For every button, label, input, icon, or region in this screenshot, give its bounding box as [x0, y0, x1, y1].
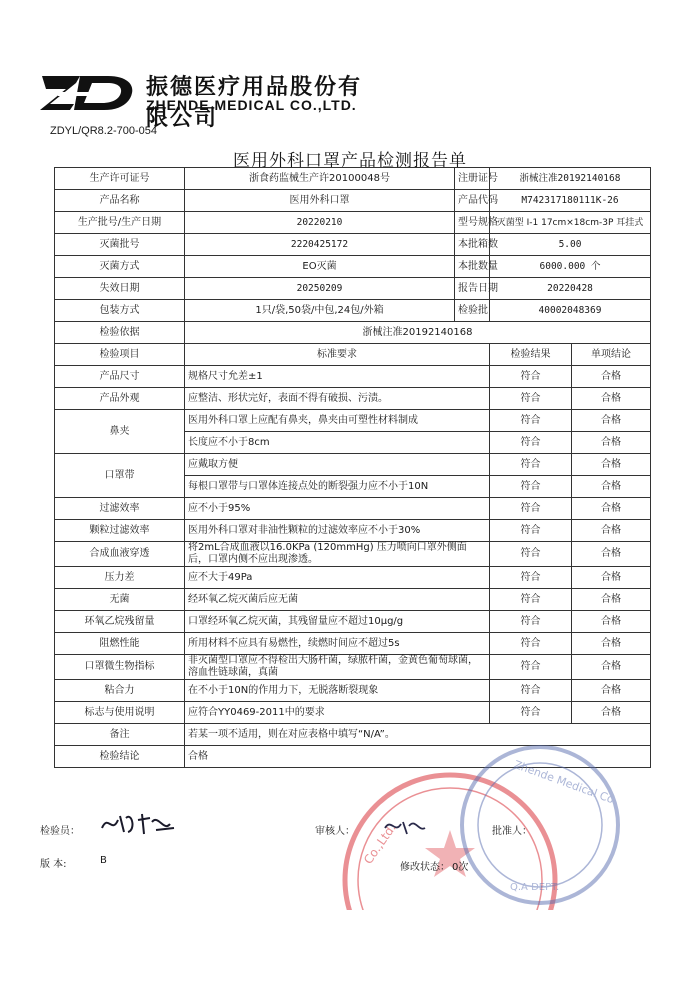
info-row	[55, 278, 651, 300]
version-value: B	[100, 855, 107, 866]
table-row	[55, 542, 651, 567]
row-result: 符合	[490, 476, 572, 498]
row-result: 符合	[490, 542, 572, 567]
row-result: 符合	[490, 432, 572, 454]
row-result: 符合	[490, 388, 572, 410]
remark-value: 若某一项不适用，则在对应表格中填写“N/A”。	[185, 724, 651, 746]
report-date-label: 报告日期	[455, 278, 490, 300]
header-standard: 标准要求	[185, 344, 490, 366]
row-conclusion: 合格	[572, 633, 651, 655]
steril-method-value: EO灭菌	[185, 256, 455, 278]
row-conclusion: 合格	[572, 366, 651, 388]
row-standard: 应不小于95%	[185, 498, 490, 520]
row-result: 符合	[490, 410, 572, 432]
row-standard: 应戴取方便	[185, 454, 490, 476]
row-item: 粘合力	[55, 680, 185, 702]
row-result: 符合	[490, 520, 572, 542]
row-conclusion: 合格	[572, 454, 651, 476]
info-row	[55, 190, 651, 212]
row-conclusion: 合格	[572, 476, 651, 498]
conclusion-value: 合格	[185, 746, 651, 768]
table-row	[55, 589, 651, 611]
row-conclusion: 合格	[572, 702, 651, 724]
row-conclusion: 合格	[572, 542, 651, 567]
svg-text:Co.,Ltd.: Co.,Ltd.	[360, 821, 399, 867]
row-item: 过滤效率	[55, 498, 185, 520]
row-standard: 医用外科口罩对非油性颗粒的过滤效率应不小于30%	[185, 520, 490, 542]
row-conclusion: 合格	[572, 520, 651, 542]
row-standard: 经环氧乙烷灭菌后应无菌	[185, 589, 490, 611]
row-item: 产品外观	[55, 388, 185, 410]
table-row	[55, 454, 651, 476]
row-standard: 在不小于10N的作用力下，无脱落断裂现象	[185, 680, 490, 702]
row-conclusion: 合格	[572, 611, 651, 633]
approver-label: 批准人：	[492, 826, 532, 837]
steril-method-label: 灭菌方式	[55, 256, 185, 278]
row-item: 鼻夹	[55, 410, 185, 454]
row-conclusion: 合格	[572, 680, 651, 702]
table-row	[55, 520, 651, 542]
row-standard: 应符合YY0469-2011中的要求	[185, 702, 490, 724]
row-conclusion: 合格	[572, 655, 651, 680]
qa-dept-stamp	[455, 740, 625, 910]
table-row	[55, 366, 651, 388]
row-result: 符合	[490, 498, 572, 520]
code-label: 产品代码	[455, 190, 490, 212]
report-date-value: 20220428	[490, 278, 651, 300]
table-row	[55, 702, 651, 724]
row-item: 无菌	[55, 589, 185, 611]
page-title: 医用外科口罩产品检测报告单	[233, 151, 467, 171]
reviewer-signature	[382, 814, 432, 838]
batch-label: 生产批号/生产日期	[55, 212, 185, 234]
inspector-signature	[98, 808, 178, 838]
table-row	[55, 388, 651, 410]
table-row	[55, 655, 651, 680]
header-row	[55, 344, 651, 366]
document-number: ZDYL/QR8.2-700-054	[50, 125, 157, 137]
inspector-label: 检验员：	[40, 826, 80, 837]
remark-label: 备注	[55, 724, 185, 746]
header-result: 检验结果	[490, 344, 572, 366]
reg-label: 注册证号	[455, 168, 490, 190]
name-value: 医用外科口罩	[185, 190, 455, 212]
row-result: 符合	[490, 366, 572, 388]
steril-batch-label: 灭菌批号	[55, 234, 185, 256]
row-standard: 每根口罩带与口罩体连接点处的断裂强力应不小于10N	[185, 476, 490, 498]
basis-value: 浙械注准20192140168	[185, 322, 651, 344]
version-label: 版 本:	[40, 859, 67, 870]
revision-label: 修改状态：	[400, 862, 450, 873]
row-item: 颗粒过滤效率	[55, 520, 185, 542]
row-result: 符合	[490, 633, 572, 655]
row-standard: 将2mL合成血液以16.0KPa (120mmHg) 压力喷向口罩外侧面后，口罩内侧不应出现渗透。	[185, 542, 490, 567]
table-row	[55, 611, 651, 633]
info-row	[55, 168, 651, 190]
expiry-label: 失效日期	[55, 278, 185, 300]
header-conclusion: 单项结论	[572, 344, 651, 366]
row-standard: 所用材料不应具有易燃性，续燃时间应不超过5s	[185, 633, 490, 655]
row-standard: 应不大于49Pa	[185, 567, 490, 589]
steril-batch-value: 2220425172	[185, 234, 455, 256]
qty-value: 6000.000 个	[490, 256, 651, 278]
code-value: M742317180111K-26	[490, 190, 651, 212]
zd-logo-icon	[40, 70, 140, 110]
pack-value: 1只/袋,50袋/中包,24包/外箱	[185, 300, 455, 322]
row-result: 符合	[490, 702, 572, 724]
pack-label: 包装方式	[55, 300, 185, 322]
row-item: 压力差	[55, 567, 185, 589]
info-row	[55, 212, 651, 234]
row-conclusion: 合格	[572, 498, 651, 520]
row-item: 产品尺寸	[55, 366, 185, 388]
row-item: 标志与使用说明	[55, 702, 185, 724]
boxes-value: 5.00	[490, 234, 651, 256]
row-standard: 长度应不小于8cm	[185, 432, 490, 454]
row-item: 口罩带	[55, 454, 185, 498]
row-conclusion: 合格	[572, 589, 651, 611]
row-item: 阻燃性能	[55, 633, 185, 655]
row-standard: 口罩经环氧乙烷灭菌，其残留量应不超过10μg/g	[185, 611, 490, 633]
company-name-cn: 振德医疗用品股份有限公司	[146, 75, 363, 131]
reviewer-label: 审核人：	[315, 826, 355, 837]
row-result: 符合	[490, 680, 572, 702]
svg-text:Zhende Medical Co.: Zhende Medical Co.	[512, 757, 619, 808]
model-label: 型号规格	[455, 212, 490, 234]
row-conclusion: 合格	[572, 388, 651, 410]
row-item: 环氧乙烷残留量	[55, 611, 185, 633]
conclusion-label: 检验结论	[55, 746, 185, 768]
reg-value: 浙械注准20192140168	[490, 168, 651, 190]
model-value: 灭菌型 I-1 17cm×18cm-3P 耳挂式	[490, 212, 651, 234]
row-result: 符合	[490, 567, 572, 589]
row-result: 符合	[490, 589, 572, 611]
expiry-value: 20250209	[185, 278, 455, 300]
header-item: 检验项目	[55, 344, 185, 366]
table-row	[55, 633, 651, 655]
info-row	[55, 234, 651, 256]
report-table	[54, 167, 651, 768]
row-standard: 医用外科口罩上应配有鼻夹，鼻夹由可塑性材料制成	[185, 410, 490, 432]
row-conclusion: 合格	[572, 567, 651, 589]
qty-label: 本批数量	[455, 256, 490, 278]
batch-value: 20220210	[185, 212, 455, 234]
company-name-en: ZHENDE MEDICAL CO.,LTD.	[146, 97, 357, 113]
row-result: 符合	[490, 454, 572, 476]
boxes-label: 本批箱数	[455, 234, 490, 256]
name-label: 产品名称	[55, 190, 185, 212]
row-result: 符合	[490, 611, 572, 633]
revision-value: 0次	[452, 862, 469, 873]
table-row	[55, 498, 651, 520]
table-row	[55, 567, 651, 589]
row-item: 口罩微生物指标	[55, 655, 185, 680]
info-row	[55, 256, 651, 278]
row-standard: 非灭菌型口罩应不得检出大肠杆菌，绿脓杆菌，金黄色葡萄球菌，溶血性链球菌，真菌	[185, 655, 490, 680]
info-row	[55, 322, 651, 344]
row-conclusion: 合格	[572, 410, 651, 432]
insp-batch-label: 检验批	[455, 300, 490, 322]
table-row	[55, 410, 651, 432]
row-standard: 应整洁、形状完好，表面不得有破损、污渍。	[185, 388, 490, 410]
row-standard: 规格尺寸允差±1	[185, 366, 490, 388]
insp-batch-value: 40002048369	[490, 300, 651, 322]
license-value: 浙食药监械生产许20100048号	[185, 168, 455, 190]
row-conclusion: 合格	[572, 432, 651, 454]
svg-text:Q.A DEPT.: Q.A DEPT.	[510, 882, 560, 893]
table-row	[55, 680, 651, 702]
row-result: 符合	[490, 655, 572, 680]
basis-label: 检验依据	[55, 322, 185, 344]
info-row	[55, 300, 651, 322]
license-label: 生产许可证号	[55, 168, 185, 190]
row-item: 合成血液穿透	[55, 542, 185, 567]
